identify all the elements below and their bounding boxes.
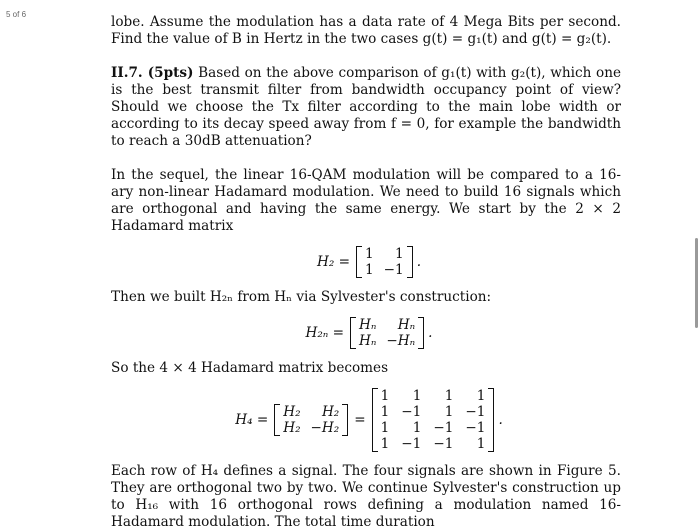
equation-lhs: H₂ₙ = — [305, 324, 345, 341]
matrix-cell: Hₙ — [397, 317, 416, 333]
question-heading: II.7. (5pts) — [111, 65, 194, 81]
matrix-cell: 1 — [395, 246, 404, 262]
paragraph-h4-intro: So the 4 × 4 Hadamard matrix becomes — [111, 360, 389, 376]
matrix-cell: −H₂ — [310, 420, 340, 436]
matrix-cell: 1 — [380, 436, 390, 452]
equation-end: . — [498, 411, 503, 428]
question-body: Based on the above comparison of g₁(t) with g₂(t), which one is the best transmit filter from bandwidth occupancy point of view? Should we choose the Tx filter according to the main lobe width or according to its decay speed away from f = 0, for example the bandwidth to reach a 30dB attenuation? — [111, 65, 621, 149]
matrix-cell: H₂ — [321, 404, 340, 420]
matrix-cell: 1 — [412, 420, 422, 436]
paragraph-question-ii7 — [111, 65, 621, 150]
equation-end: . — [428, 324, 433, 341]
matrix-cell: 1 — [364, 262, 374, 278]
equation-equals: = — [354, 411, 366, 428]
matrix-cell: −1 — [401, 436, 422, 452]
matrix-cell: H₂ — [283, 420, 301, 436]
matrix-cell: 1 — [364, 246, 374, 262]
matrix-cell: −1 — [465, 420, 486, 436]
matrix-cell: 1 — [412, 388, 422, 404]
paragraph-hadamard-intro: In the sequel, the linear 16-QAM modulation will be compared to a 16-ary non-linear Hadamard modulation. We need to build 16 signals which are orthogonal and having the same energy. We start by the 2 × 2 Hadamard matrix — [111, 167, 621, 234]
equation-lhs: H₄ = — [235, 411, 269, 428]
matrix-h2 — [356, 246, 413, 278]
matrix-cell: 1 — [444, 388, 454, 404]
matrix-cell: 1 — [476, 436, 486, 452]
matrix-h4-full — [372, 388, 495, 452]
page-indicator: 5 of 6 — [6, 10, 27, 19]
matrix-cell: 1 — [444, 404, 454, 420]
paragraph-h4-signals: Each row of H₄ defines a signal. The four signals are shown in Figure 5. They are orthogonal two by two. We continue Sylvester's construction up to H₁₆ with 16 orthogonal rows defining a modulation named 16-Hadamard modulation. The total time duration — [111, 463, 621, 530]
matrix-h2n — [350, 317, 424, 349]
equation-end: . — [416, 253, 422, 270]
matrix-cell: −1 — [433, 436, 454, 452]
matrix-cell: −1 — [383, 262, 404, 278]
matrix-cell: −1 — [465, 404, 486, 420]
matrix-cell: 1 — [380, 404, 390, 420]
scrollbar-thumb[interactable] — [695, 238, 698, 328]
paragraph-bandwidth-question: lobe. Assume the modulation has a data rate of 4 Mega Bits per second. Find the value of B in Hertz in the two cases g(t) = g₁(t) and g(t) = g₂(t). — [111, 14, 621, 47]
matrix-cell: −1 — [433, 420, 454, 436]
matrix-cell: 1 — [380, 388, 390, 404]
matrix-cell: 1 — [380, 420, 390, 436]
matrix-h4-block — [274, 404, 348, 436]
matrix-cell: −Hₙ — [386, 333, 416, 349]
matrix-cell: Hₙ — [359, 317, 377, 333]
document-body — [111, 14, 621, 531]
matrix-cell: 1 — [476, 388, 486, 404]
matrix-cell: −1 — [401, 404, 422, 420]
equation-h4 — [111, 388, 621, 452]
equation-lhs: H₂ = — [316, 253, 350, 270]
paragraph-sylvester: Then we built H₂ₙ from Hₙ via Sylvester's construction: — [111, 289, 492, 305]
matrix-cell: H₂ — [283, 404, 301, 420]
equation-h2n — [111, 317, 621, 349]
matrix-cell: Hₙ — [359, 333, 377, 349]
equation-h2 — [111, 246, 621, 278]
